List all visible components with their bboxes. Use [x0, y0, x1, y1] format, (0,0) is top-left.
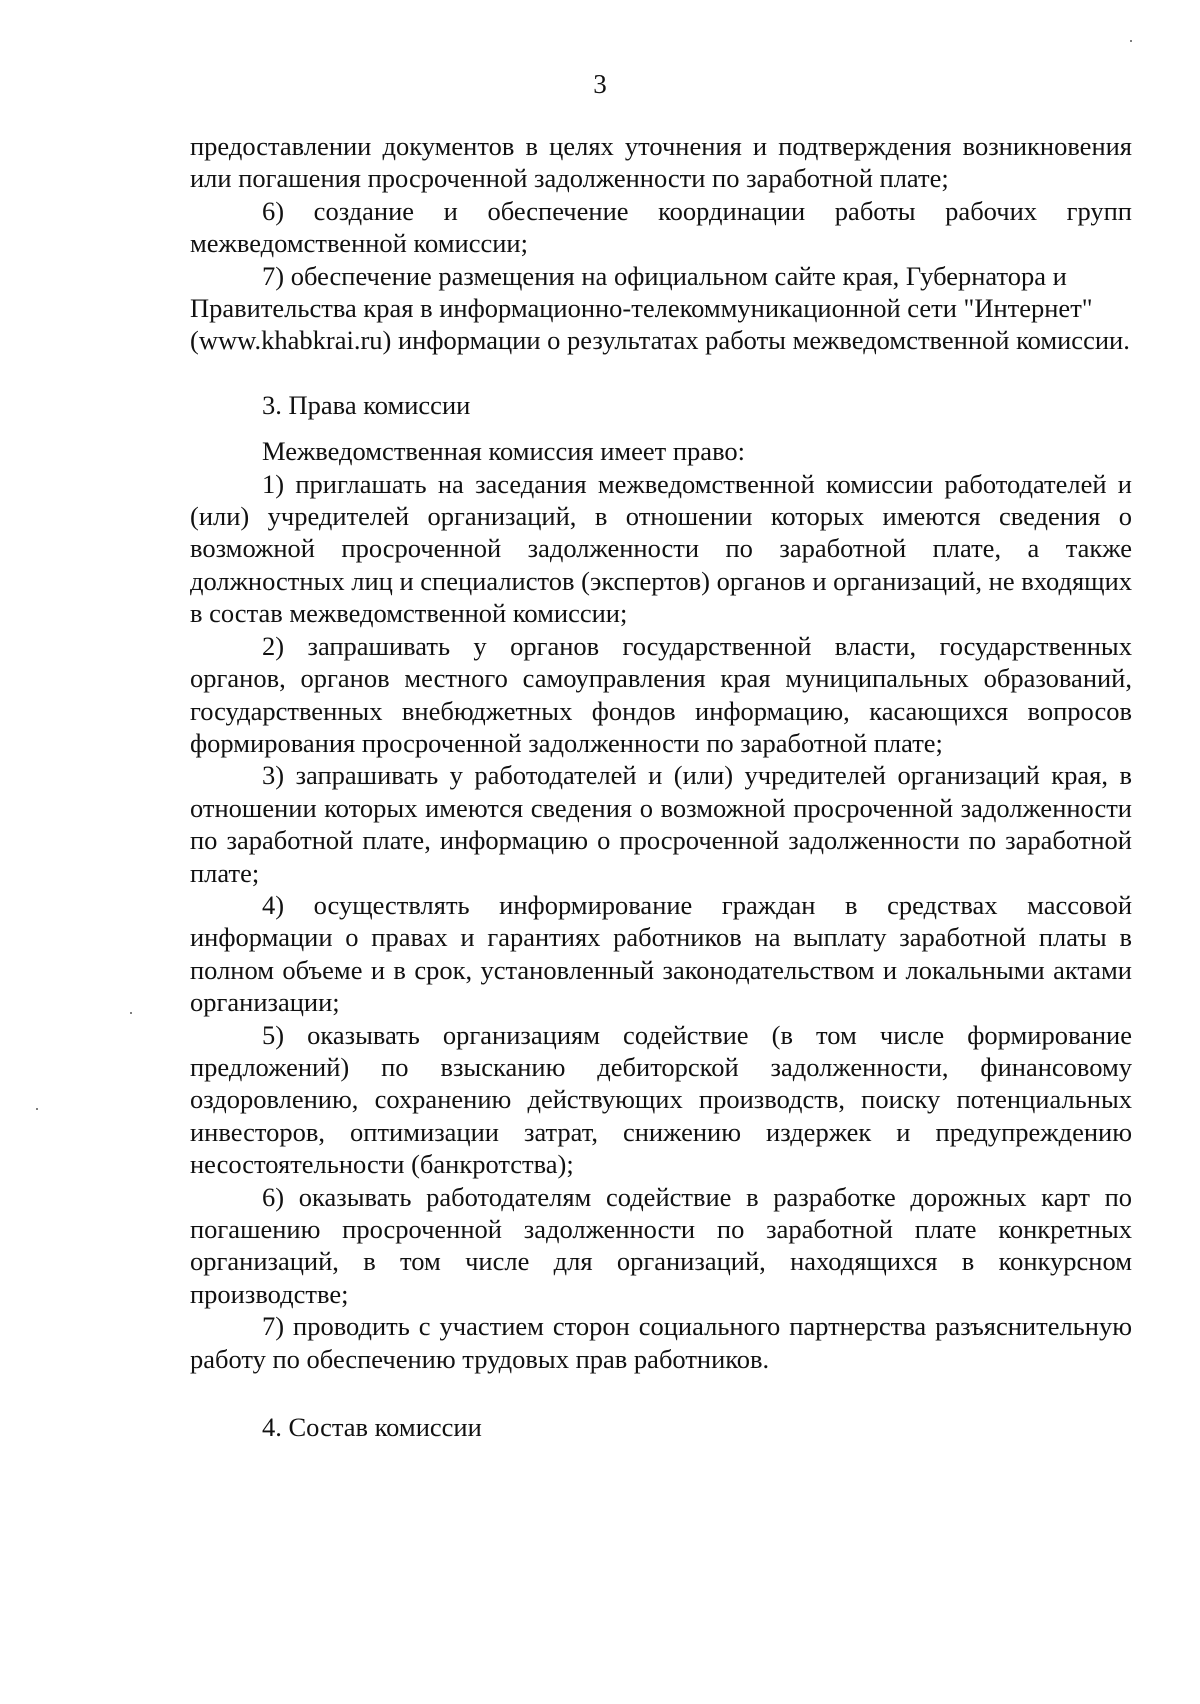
document-body [190, 130, 1132, 1443]
rights-item-5: 5) оказывать организациям содействие (в том числе формирование предложений) по взысканию дебиторской задолженности, финансовому оздоровлению, сохранению действующих производств, поиску потенциальных инвесторов, оптимизации затрат, снижению издержек и предупреждению несостоятельности (банкротства); [190, 1019, 1132, 1180]
rights-item-6: 6) оказывать работодателям содействие в разработке дорожных карт по погашению просроченной задолженности по заработной плате конкретных организаций, в том числе для организаций, находящихся в конкурсном производстве; [190, 1181, 1132, 1309]
rights-item-2: 2) запрашивать у органов государственной власти, государственных органов, органов местного самоуправления края муниципальных образований, государственных внебюджетных фондов информацию, касающихся вопросов формирования просроченной задолженности по заработной плате; [190, 630, 1132, 758]
scan-speck [36, 1108, 38, 1110]
section-heading-rights: 3. Права комиссии [262, 389, 471, 420]
rights-item-4: 4) осуществлять информирование граждан в средствах массовой информации о правах и гарантиях работников на выплату заработной платы в полном объеме и в срок, установленный законодательством и локальными актами организации; [190, 889, 1132, 1018]
paragraph-item-7-publication: 7) обеспечение размещения на официальном сайте края, Губернатора и Правительства края в информационно-телекоммуникационной сети "Интернет" (www.khabkrai.ru) информации о результатах работы межведомственной комиссии. [190, 260, 1130, 356]
scan-speck [130, 1012, 132, 1014]
rights-item-1: 1) приглашать на заседания межведомственной комиссии работодателей и (или) учредителей организаций, в отношении которых имеются сведения о возможной просроченной задолженности по заработной плате, а также должностных лиц и специалистов (экспертов) органов и организаций, не входящих в состав межведомственной комиссии; [190, 468, 1132, 629]
rights-item-7: 7) проводить с участием сторон социального партнерства разъяснительную работу по обеспечению трудовых прав работников. [190, 1311, 1132, 1374]
page-number: 3 [593, 69, 607, 99]
rights-item-3: 3) запрашивать у работодателей и (или) учредителей организаций края, в отношении которых имеются сведения о возможной просроченной задолженности по заработной плате, информацию о просроченной задолженности по заработной плате; [190, 760, 1132, 888]
section-lead: Межведомственная комиссия имеет право: [262, 436, 746, 467]
scan-speck [1130, 40, 1132, 42]
paragraph-item-6-coordination: 6) создание и обеспечение координации работы рабочих групп межведомственной комиссии; [190, 195, 1132, 259]
paragraph-continuation: предоставлении документов в целях уточнения и подтверждения возникновения или погашения просроченной задолженности по заработной плате; [190, 131, 1132, 194]
section-heading-composition: 4. Состав комиссии [262, 1412, 482, 1443]
